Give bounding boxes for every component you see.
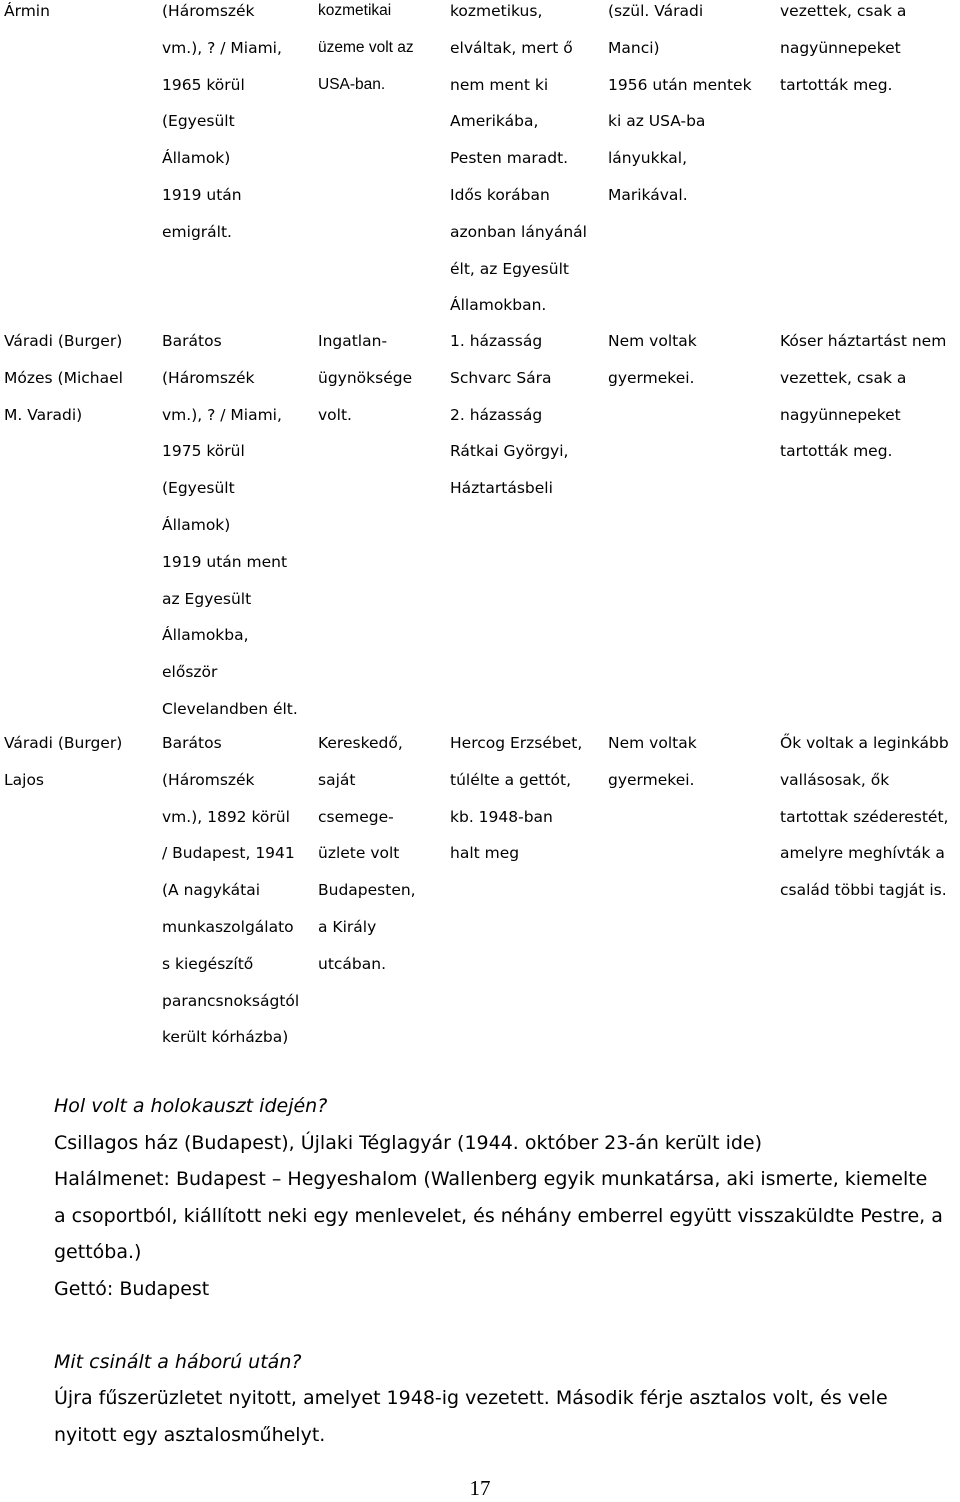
after-war-question: Mit csinált a háború után? xyxy=(54,1350,302,1373)
holocaust-line-2: Halálmenet: Budapest – Hegyeshalom (Wallenberg egyik munkatársa, aki ismerte, kiemelte a csoportból, kiállított neki egy menlevelet, és néhány emberrel együtt visszaküldte Pestre, a gettóba.) xyxy=(54,1168,943,1263)
holocaust-line-3: Gettó: Budapest xyxy=(54,1277,210,1300)
row1-occupation: kozmetikai üzeme volt az USA-ban. xyxy=(318,2,414,93)
row3-birth: Barátos (Háromszék vm.), 1892 körül / Budapest, 1941 (A nagykátai munkaszolgálato s kiegészítő parancsnokságtól került kórházba) xyxy=(162,734,300,1047)
row3-occupation: Kereskedő, saját csemege- üzlete volt Budapesten, a Király utcában. xyxy=(318,734,416,973)
row1-children: (szül. Váradi Manci) 1956 után mentek ki az USA-ba lányukkal, Marikával. xyxy=(608,2,752,204)
row2-spouse: 1. házasság Schvarc Sára 2. házasság Rátkai Györgyi, Háztartásbeli xyxy=(450,332,569,498)
row1-birth: (Háromszék vm.), ? / Miami, 1965 körül (Egyesült Államok) 1919 után emigrált. xyxy=(162,2,282,241)
row2-children: Nem voltak gyermekei. xyxy=(608,332,697,387)
row1-religion: vezettek, csak a nagyünnepeket tartották meg. xyxy=(780,2,907,94)
row3-name: Váradi (Burger) Lajos xyxy=(4,734,123,789)
row1-name: Ármin xyxy=(4,2,50,20)
prose-section xyxy=(54,1088,944,1453)
holocaust-line-1: Csillagos ház (Budapest), Újlaki Téglagyár (1944. október 23-án került ide) xyxy=(54,1131,763,1154)
after-war-answer: Újra fűszerüzletet nyitott, amelyet 1948-ig vezetett. Második férje asztalos volt, és vele nyitott egy asztalosműhelyt. xyxy=(54,1387,888,1446)
page-number: 17 xyxy=(469,1476,491,1500)
spacer xyxy=(54,1307,944,1344)
holocaust-question: Hol volt a holokauszt idején? xyxy=(54,1095,328,1117)
row1-spouse: kozmetikus, elváltak, mert ő nem ment ki Amerikába, Pesten maradt. Idős korában azonban lányánál élt, az Egyesült Államokban. xyxy=(450,2,587,315)
row3-children: Nem voltak gyermekei. xyxy=(608,734,697,789)
row2-birth: Barátos (Háromszék vm.), ? / Miami, 1975 körül (Egyesült Államok) 1919 után ment az Egyesült Államokba, először Clevelandben élt. xyxy=(162,332,298,718)
row2-name: Váradi (Burger) Mózes (Michael M. Varadi) xyxy=(4,332,123,424)
row3-spouse: Hercog Erzsébet, túlélte a gettót, kb. 1948-ban halt meg xyxy=(450,734,583,863)
row2-occupation: Ingatlan- ügynöksége volt. xyxy=(318,332,413,424)
row2-religion: Kóser háztartást nem vezettek, csak a nagyünnepeket tartották meg. xyxy=(780,332,947,461)
row3-religion: Ők voltak a leginkább vallásosak, ők tartottak széderestét, amelyre meghívták a család többi tagját is. xyxy=(780,734,949,900)
